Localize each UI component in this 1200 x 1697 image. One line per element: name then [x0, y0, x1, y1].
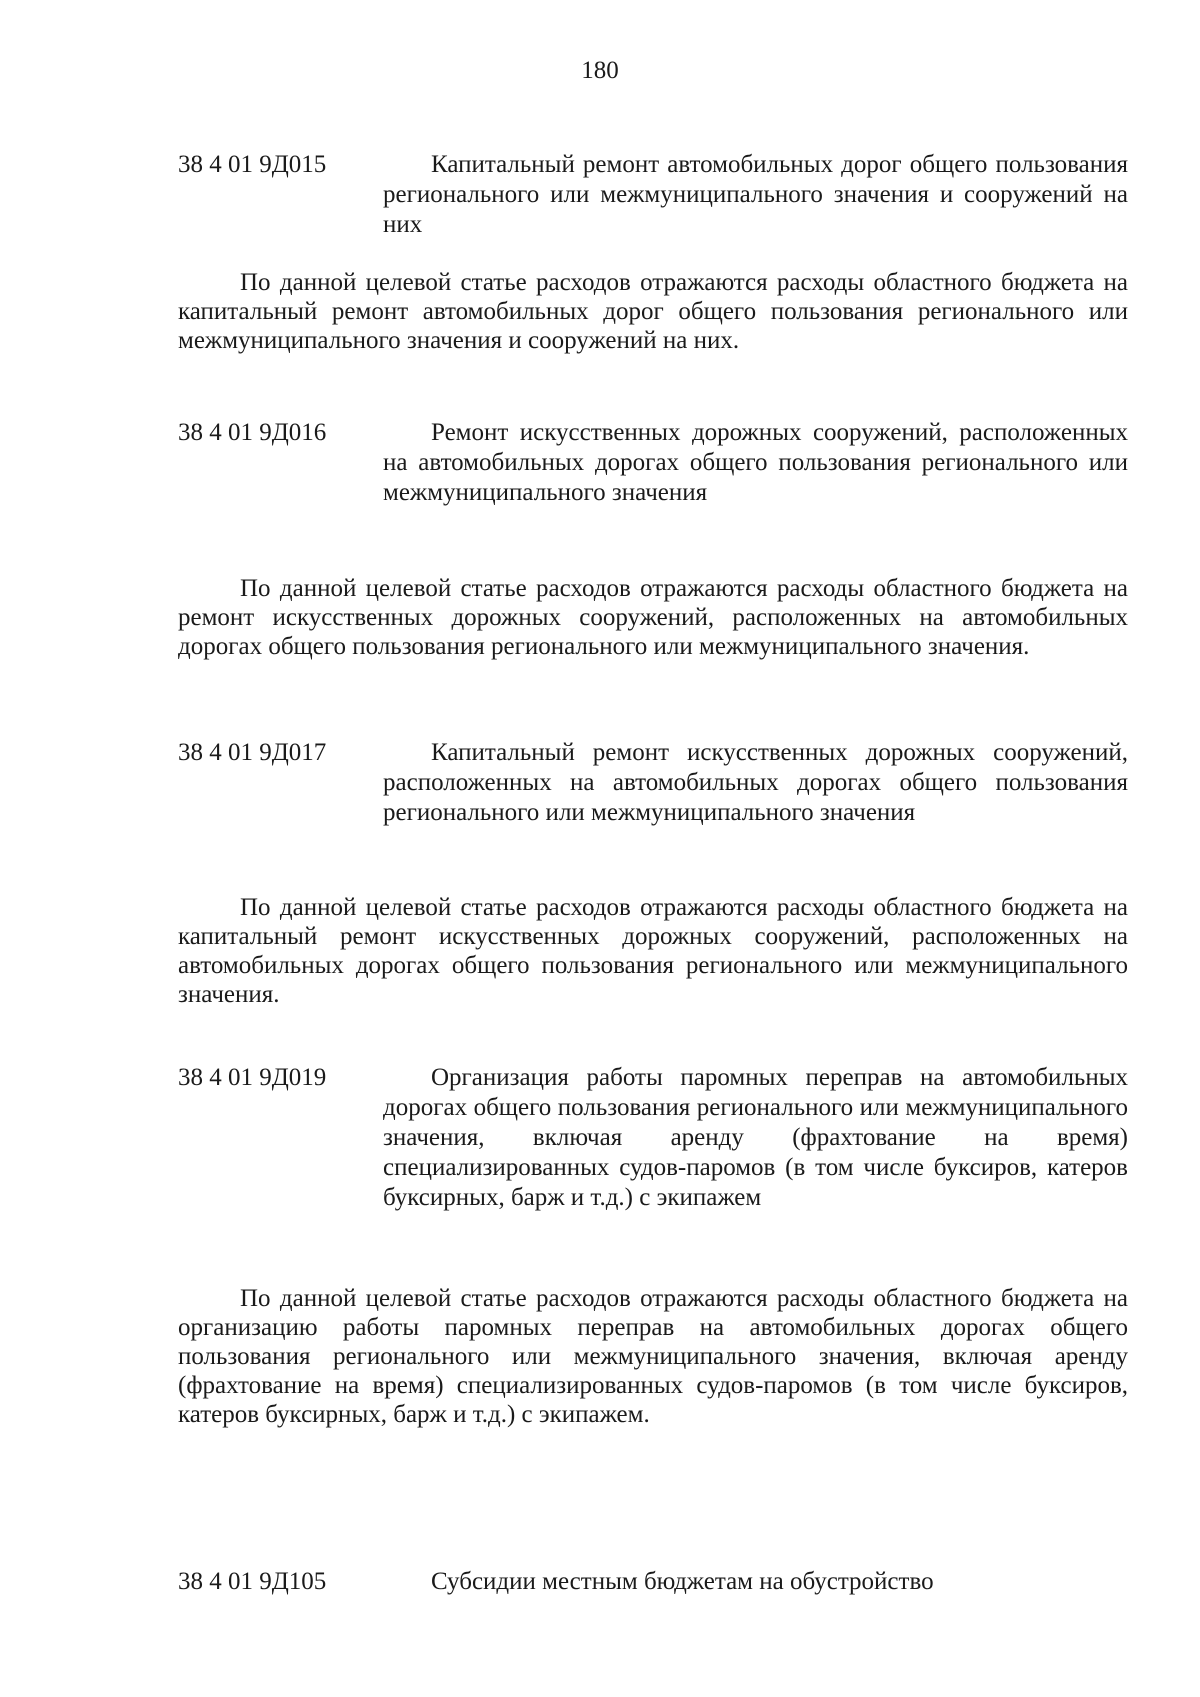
- entry-title: Субсидии местным бюджетам на обустройство: [431, 1568, 934, 1595]
- budget-entry: [178, 1063, 1128, 1213]
- entry-code: 38 4 01 9Д017: [178, 739, 327, 766]
- entry-description: По данной целевой статье расходов отражаются расходы областного бюджета на капитальный ремонт автомобильных дорог общего пользования регионального или межмуниципального значения и сооружений на них.: [178, 269, 1128, 354]
- entry-title: Организация работы паромных переправ на автомобильных дорогах общего пользования регионального или межмуниципального значения, включая аренду (фрахтование на время) специализированных судов-паромов (в том числе буксиров, катеров буксирных, барж и т.д.) с экипажем: [383, 1064, 1128, 1211]
- entry-code: 38 4 01 9Д019: [178, 1064, 327, 1091]
- budget-entry: [178, 418, 1128, 508]
- entry-code: 38 4 01 9Д015: [178, 151, 327, 178]
- budget-entry: [178, 150, 1128, 240]
- budget-entry: [178, 738, 1128, 828]
- entry-title: Капитальный ремонт автомобильных дорог общего пользования регионального или межмуниципального значения и сооружений на них: [383, 151, 1128, 238]
- budget-entry: [178, 1567, 1128, 1597]
- entry-description: По данной целевой статье расходов отражаются расходы областного бюджета на капитальный ремонт искусственных дорожных сооружений, расположенных на автомобильных дорогах общего пользования регионального или межмуниципального значения.: [178, 894, 1128, 1008]
- entry-description: По данной целевой статье расходов отражаются расходы областного бюджета на организацию работы паромных переправ на автомобильных дорогах общего пользования регионального или межмуниципального значения, включая аренду (фрахтование на время) специализированных судов-паромов (в том числе буксиров, катеров буксирных, барж и т.д.) с экипажем.: [178, 1285, 1128, 1428]
- entry-title: Капитальный ремонт искусственных дорожных сооружений, расположенных на автомобильных дорогах общего пользования регионального или межмуниципального значения: [383, 739, 1128, 826]
- entry-title: Ремонт искусственных дорожных сооружений, расположенных на автомобильных дорогах общего пользования регионального или межмуниципального значения: [383, 419, 1128, 506]
- page-number: 180: [581, 57, 619, 84]
- entry-code: 38 4 01 9Д105: [178, 1568, 327, 1595]
- entry-description: По данной целевой статье расходов отражаются расходы областного бюджета на ремонт искусственных дорожных сооружений, расположенных на автомобильных дорогах общего пользования регионального или межмуниципального значения.: [178, 575, 1128, 660]
- entry-code: 38 4 01 9Д016: [178, 419, 327, 446]
